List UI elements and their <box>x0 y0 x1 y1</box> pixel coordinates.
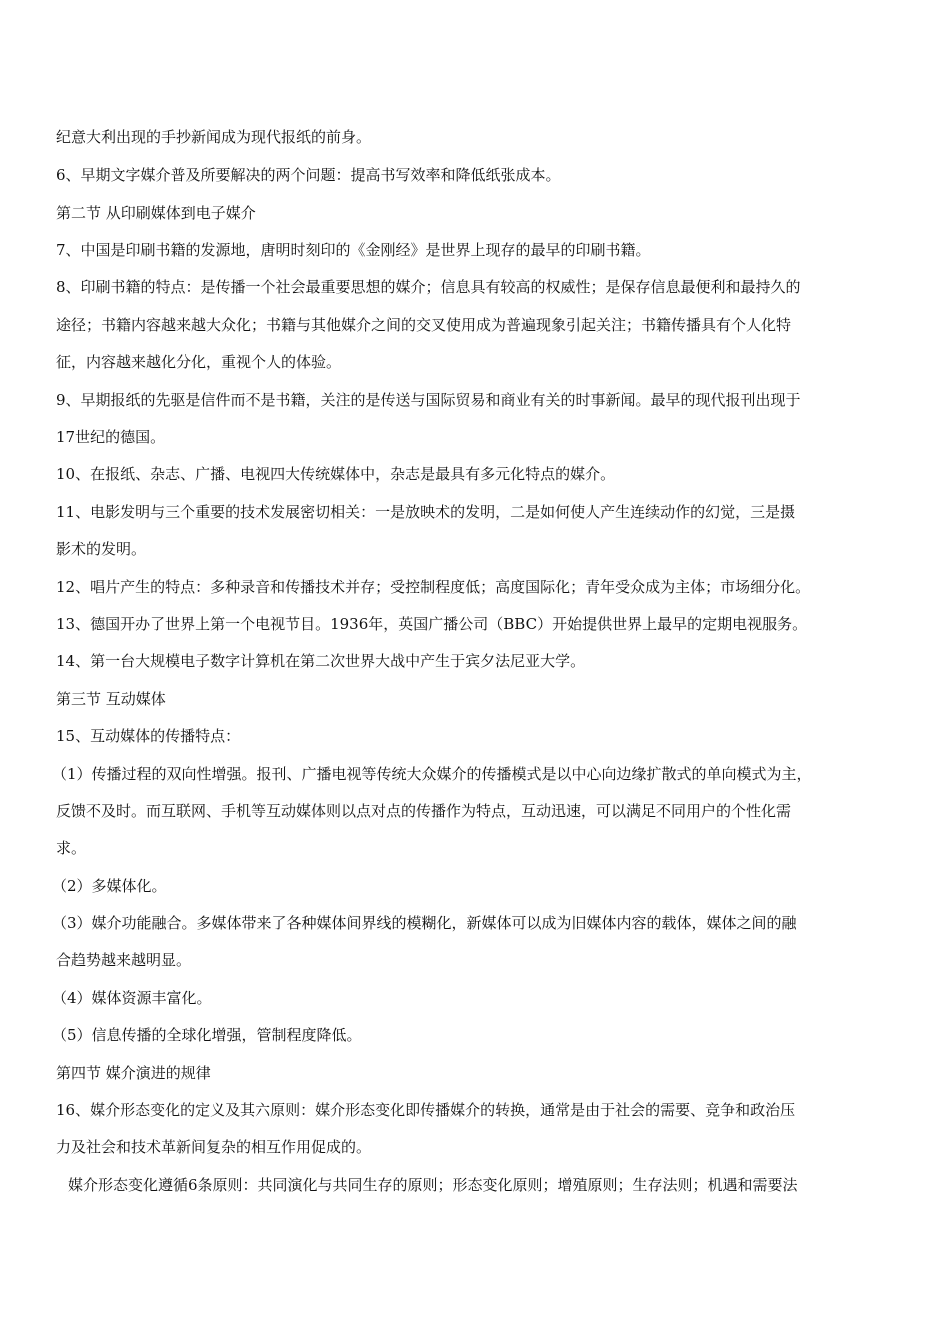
text-line: 12、唱片产生的特点：多种录音和传播技术并存；受控制程度低；高度国际化；青年受众成为主体；市场细分化。 <box>56 578 811 596</box>
text-line: 媒介形态变化遵循6条原则：共同演化与共同生存的原则；形态变化原则；增殖原则；生存法则；机遇和需要法 <box>68 1176 798 1194</box>
text-line: （3）媒介功能融合。多媒体带来了各种媒体间界线的模糊化，新媒体可以成为旧媒体内容的载体，媒体之间的融 <box>52 914 797 932</box>
text-line: 8、印刷书籍的特点：是传播一个社会最重要思想的媒介；信息具有较高的权威性；是保存信息最便利和最持久的 <box>56 278 801 296</box>
text-line: 11、电影发明与三个重要的技术发展密切相关：一是放映术的发明，二是如何使人产生连续动作的幻觉，三是摄 <box>56 503 796 521</box>
text-line: 10、在报纸、杂志、广播、电视四大传统媒体中，杂志是最具有多元化特点的媒介。 <box>56 465 616 483</box>
text-line: 征，内容越来越化分化，重视个人的体验。 <box>56 353 342 371</box>
text-line: （5）信息传播的全球化增强，管制程度降低。 <box>52 1026 362 1044</box>
text-line: 15、互动媒体的传播特点： <box>56 727 241 745</box>
text-line: （4）媒体资源丰富化。 <box>52 989 212 1007</box>
text-line: 7、中国是印刷书籍的发源地，唐明时刻印的《金刚经》是世界上现存的最早的印刷书籍。 <box>56 241 651 259</box>
text-line: 途径；书籍内容越来越大众化；书籍与其他媒介之间的交叉使用成为普遍现象引起关注；书籍传播具有个人化特 <box>56 316 792 334</box>
text-line: 影术的发明。 <box>56 540 147 558</box>
text-line: （1）传播过程的双向性增强。报刊、广播电视等传统大众媒介的传播模式是以中心向边缘扩散式的单向模式为主， <box>52 765 812 783</box>
text-line: 17世纪的德国。 <box>56 428 166 446</box>
text-line: 16、媒介形态变化的定义及其六原则：媒介形态变化即传播媒介的转换，通常是由于社会的需要、竞争和政治压 <box>56 1101 796 1119</box>
text-line: 反馈不及时。而互联网、手机等互动媒体则以点对点的传播作为特点，互动迅速，可以满足不同用户的个性化需 <box>56 802 792 820</box>
text-line: 求。 <box>56 839 87 857</box>
text-line: （2）多媒体化。 <box>52 877 167 895</box>
text-line: 14、第一台大规模电子数字计算机在第二次世界大战中产生于宾夕法尼亚大学。 <box>56 652 586 670</box>
section-heading: 第四节 媒介演进的规律 <box>56 1064 211 1082</box>
text-line: 力及社会和技术革新间复杂的相互作用促成的。 <box>56 1138 372 1156</box>
text-line: 9、早期报纸的先驱是信件而不是书籍，关注的是传送与国际贸易和商业有关的时事新闻。最早的现代报刊出现于 <box>56 391 801 409</box>
text-line: 合趋势越来越明显。 <box>56 951 192 969</box>
text-line: 纪意大利出现的手抄新闻成为现代报纸的前身。 <box>56 128 372 146</box>
text-line: 13、德国开办了世界上第一个电视节目。1936年，英国广播公司（BBC）开始提供世界上最早的定期电视服务。 <box>56 615 808 633</box>
section-heading: 第三节 互动媒体 <box>56 690 166 708</box>
section-heading: 第二节 从印刷媒体到电子媒介 <box>56 204 256 222</box>
text-line: 6、早期文字媒介普及所要解决的两个问题：提高书写效率和降低纸张成本。 <box>56 166 561 184</box>
